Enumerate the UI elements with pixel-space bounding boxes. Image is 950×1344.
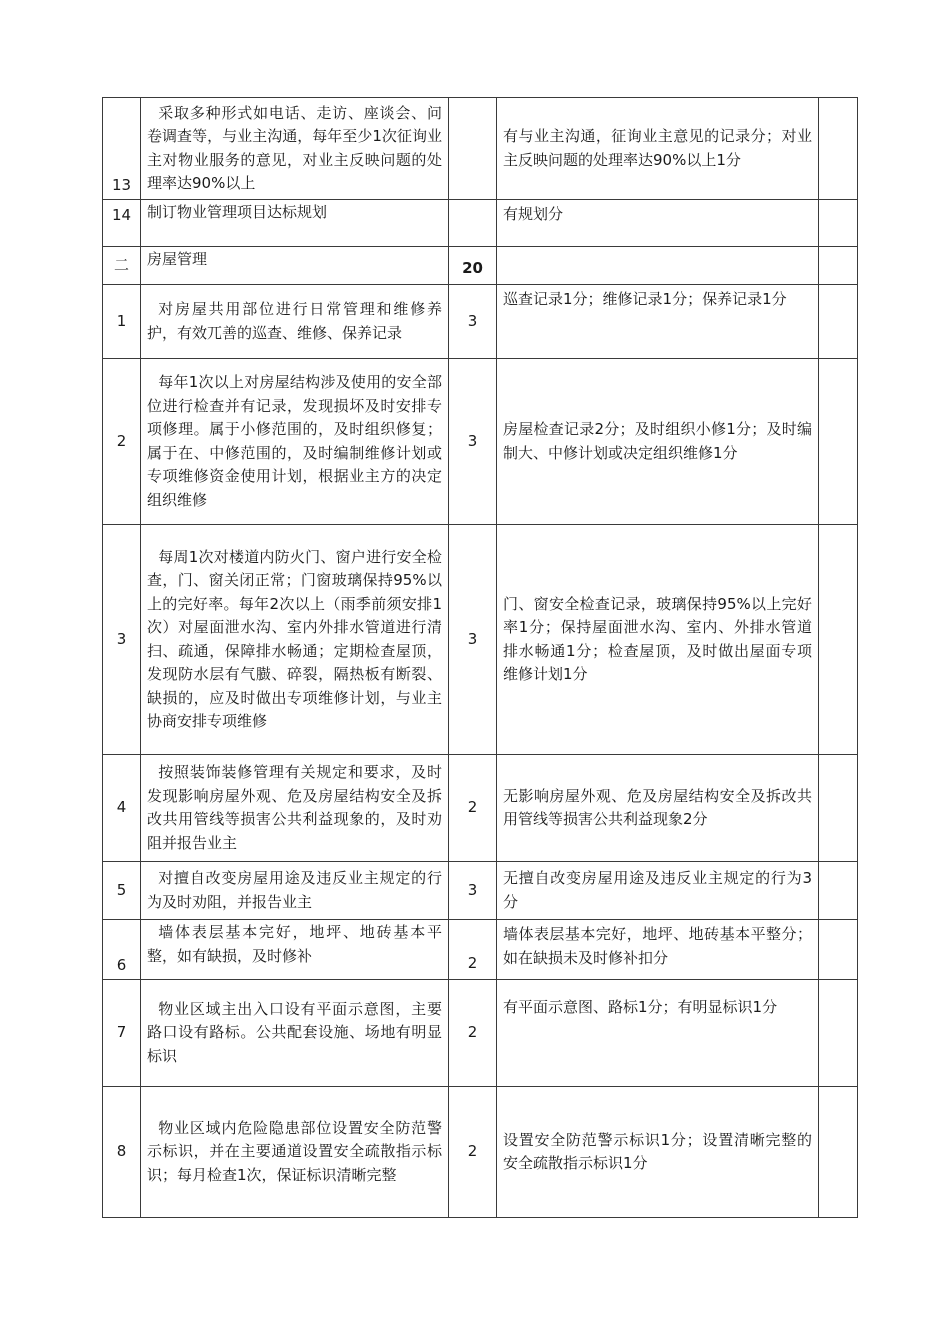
item-number: 7: [103, 980, 141, 1087]
item-requirement: 物业区域内危险隐患部位设置安全防范警示标识，并在主要通道设置安全疏散指示标识；每月检查1次，保证标识清晰完整: [141, 1087, 449, 1218]
item-requirement: 每周1次对楼道内防火门、窗户进行安全检查，门、窗关闭正常；门窗玻璃保持95%以上的完好率。每年2次以上（雨季前须安排1次）对屋面泄水沟、室内外排水管道进行清扫、疏通，保障排水畅通；定期检查屋顶，发现防水层有气臌、碎裂，隔热板有断裂、缺损的，应及时做出专项维修计划，与业主协商安排专项维修: [141, 525, 449, 755]
remark-cell: [819, 920, 858, 980]
item-score: 3: [449, 862, 497, 920]
item-scoring-standard: 无影响房屋外观、危及房屋结构安全及拆改共用管线等损害公共利益现象2分: [497, 755, 819, 862]
remark-cell: [819, 755, 858, 862]
table-row: [103, 98, 858, 200]
table-row: [103, 525, 858, 755]
item-requirement: 按照装饰装修管理有关规定和要求，及时发现影响房屋外观、危及房屋结构安全及拆改共用管线等损害公共利益现象的，及时劝阻并报告业主: [141, 755, 449, 862]
item-score: [449, 200, 497, 247]
item-requirement: 制订物业管理项目达标规划: [141, 200, 449, 247]
item-scoring-standard: [497, 247, 819, 285]
table-row: [103, 200, 858, 247]
item-score: 2: [449, 1087, 497, 1218]
remark-cell: [819, 247, 858, 285]
item-score: [449, 98, 497, 200]
item-number: 6: [103, 920, 141, 980]
item-requirement: 采取多种形式如电话、走访、座谈会、问卷调查等，与业主沟通，每年至少1次征询业主对物业服务的意见，对业主反映问题的处理率达90%以上: [141, 98, 449, 200]
item-scoring-standard: 门、窗安全检查记录，玻璃保持95%以上完好率1分；保持屋面泄水沟、室内、外排水管道排水畅通1分；检查屋顶，及时做出屋面专项维修计划1分: [497, 525, 819, 755]
remark-cell: [819, 98, 858, 200]
item-scoring-standard: 有平面示意图、路标1分；有明显标识1分: [497, 980, 819, 1087]
item-score: 2: [449, 755, 497, 862]
remark-cell: [819, 862, 858, 920]
table-row: [103, 359, 858, 525]
item-number: 2: [103, 359, 141, 525]
section-number: 二: [103, 247, 141, 285]
item-number: 13: [103, 98, 141, 200]
item-scoring-standard: 墙体表层基本完好，地坪、地砖基本平整分；如在缺损未及时修补扣分: [497, 920, 819, 980]
table-row: [103, 920, 858, 980]
table-row: [103, 980, 858, 1087]
item-scoring-standard: 无擅自改变房屋用途及违反业主规定的行为3分: [497, 862, 819, 920]
item-number: 8: [103, 1087, 141, 1218]
table-row: [103, 862, 858, 920]
item-number: 5: [103, 862, 141, 920]
item-number: 3: [103, 525, 141, 755]
table-row: [103, 285, 858, 359]
remark-cell: [819, 200, 858, 247]
item-scoring-standard: 设置安全防范警示标识1分；设置清晰完整的安全疏散指示标识1分: [497, 1087, 819, 1218]
table-row: [103, 1087, 858, 1218]
item-requirement: 对房屋共用部位进行日常管理和维修养护，有效兀善的巡查、维修、保养记录: [141, 285, 449, 359]
item-scoring-standard: 巡查记录1分；维修记录1分；保养记录1分: [497, 285, 819, 359]
item-score: 3: [449, 525, 497, 755]
section-title: 房屋管理: [141, 247, 449, 285]
item-score: 3: [449, 285, 497, 359]
item-number: 14: [103, 200, 141, 247]
remark-cell: [819, 359, 858, 525]
remark-cell: [819, 285, 858, 359]
item-scoring-standard: 房屋检查记录2分；及时组织小修1分；及时编制大、中修计划或决定组织维修1分: [497, 359, 819, 525]
remark-cell: [819, 980, 858, 1087]
remark-cell: [819, 1087, 858, 1218]
section-header-row: [103, 247, 858, 285]
item-requirement: 物业区域主出入口设有平面示意图，主要路口设有路标。公共配套设施、场地有明显标识: [141, 980, 449, 1087]
item-requirement: 每年1次以上对房屋结构涉及使用的安全部位进行检查并有记录，发现损坏及时安排专项修理。属于小修范围的，及时组织修复；属于在、中修范围的，及时编制维修计划或专项维修资金使用计划，根据业主方的决定组织维修: [141, 359, 449, 525]
item-requirement: 墙体表层基本完好，地坪、地砖基本平整，如有缺损，及时修补: [141, 920, 449, 980]
item-scoring-standard: 有规划分: [497, 200, 819, 247]
item-score: 3: [449, 359, 497, 525]
table-row: [103, 755, 858, 862]
item-number: 4: [103, 755, 141, 862]
item-score: 2: [449, 920, 497, 980]
item-requirement: 对擅自改变房屋用途及违反业主规定的行为及时劝阻，并报告业主: [141, 862, 449, 920]
item-scoring-standard: 有与业主沟通，征询业主意见的记录分；对业主反映问题的处理率达90%以上1分: [497, 98, 819, 200]
item-number: 1: [103, 285, 141, 359]
assessment-table-page: [102, 97, 857, 1218]
item-score: 2: [449, 980, 497, 1087]
assessment-table: [102, 97, 858, 1218]
section-score: 20: [449, 247, 497, 285]
remark-cell: [819, 525, 858, 755]
